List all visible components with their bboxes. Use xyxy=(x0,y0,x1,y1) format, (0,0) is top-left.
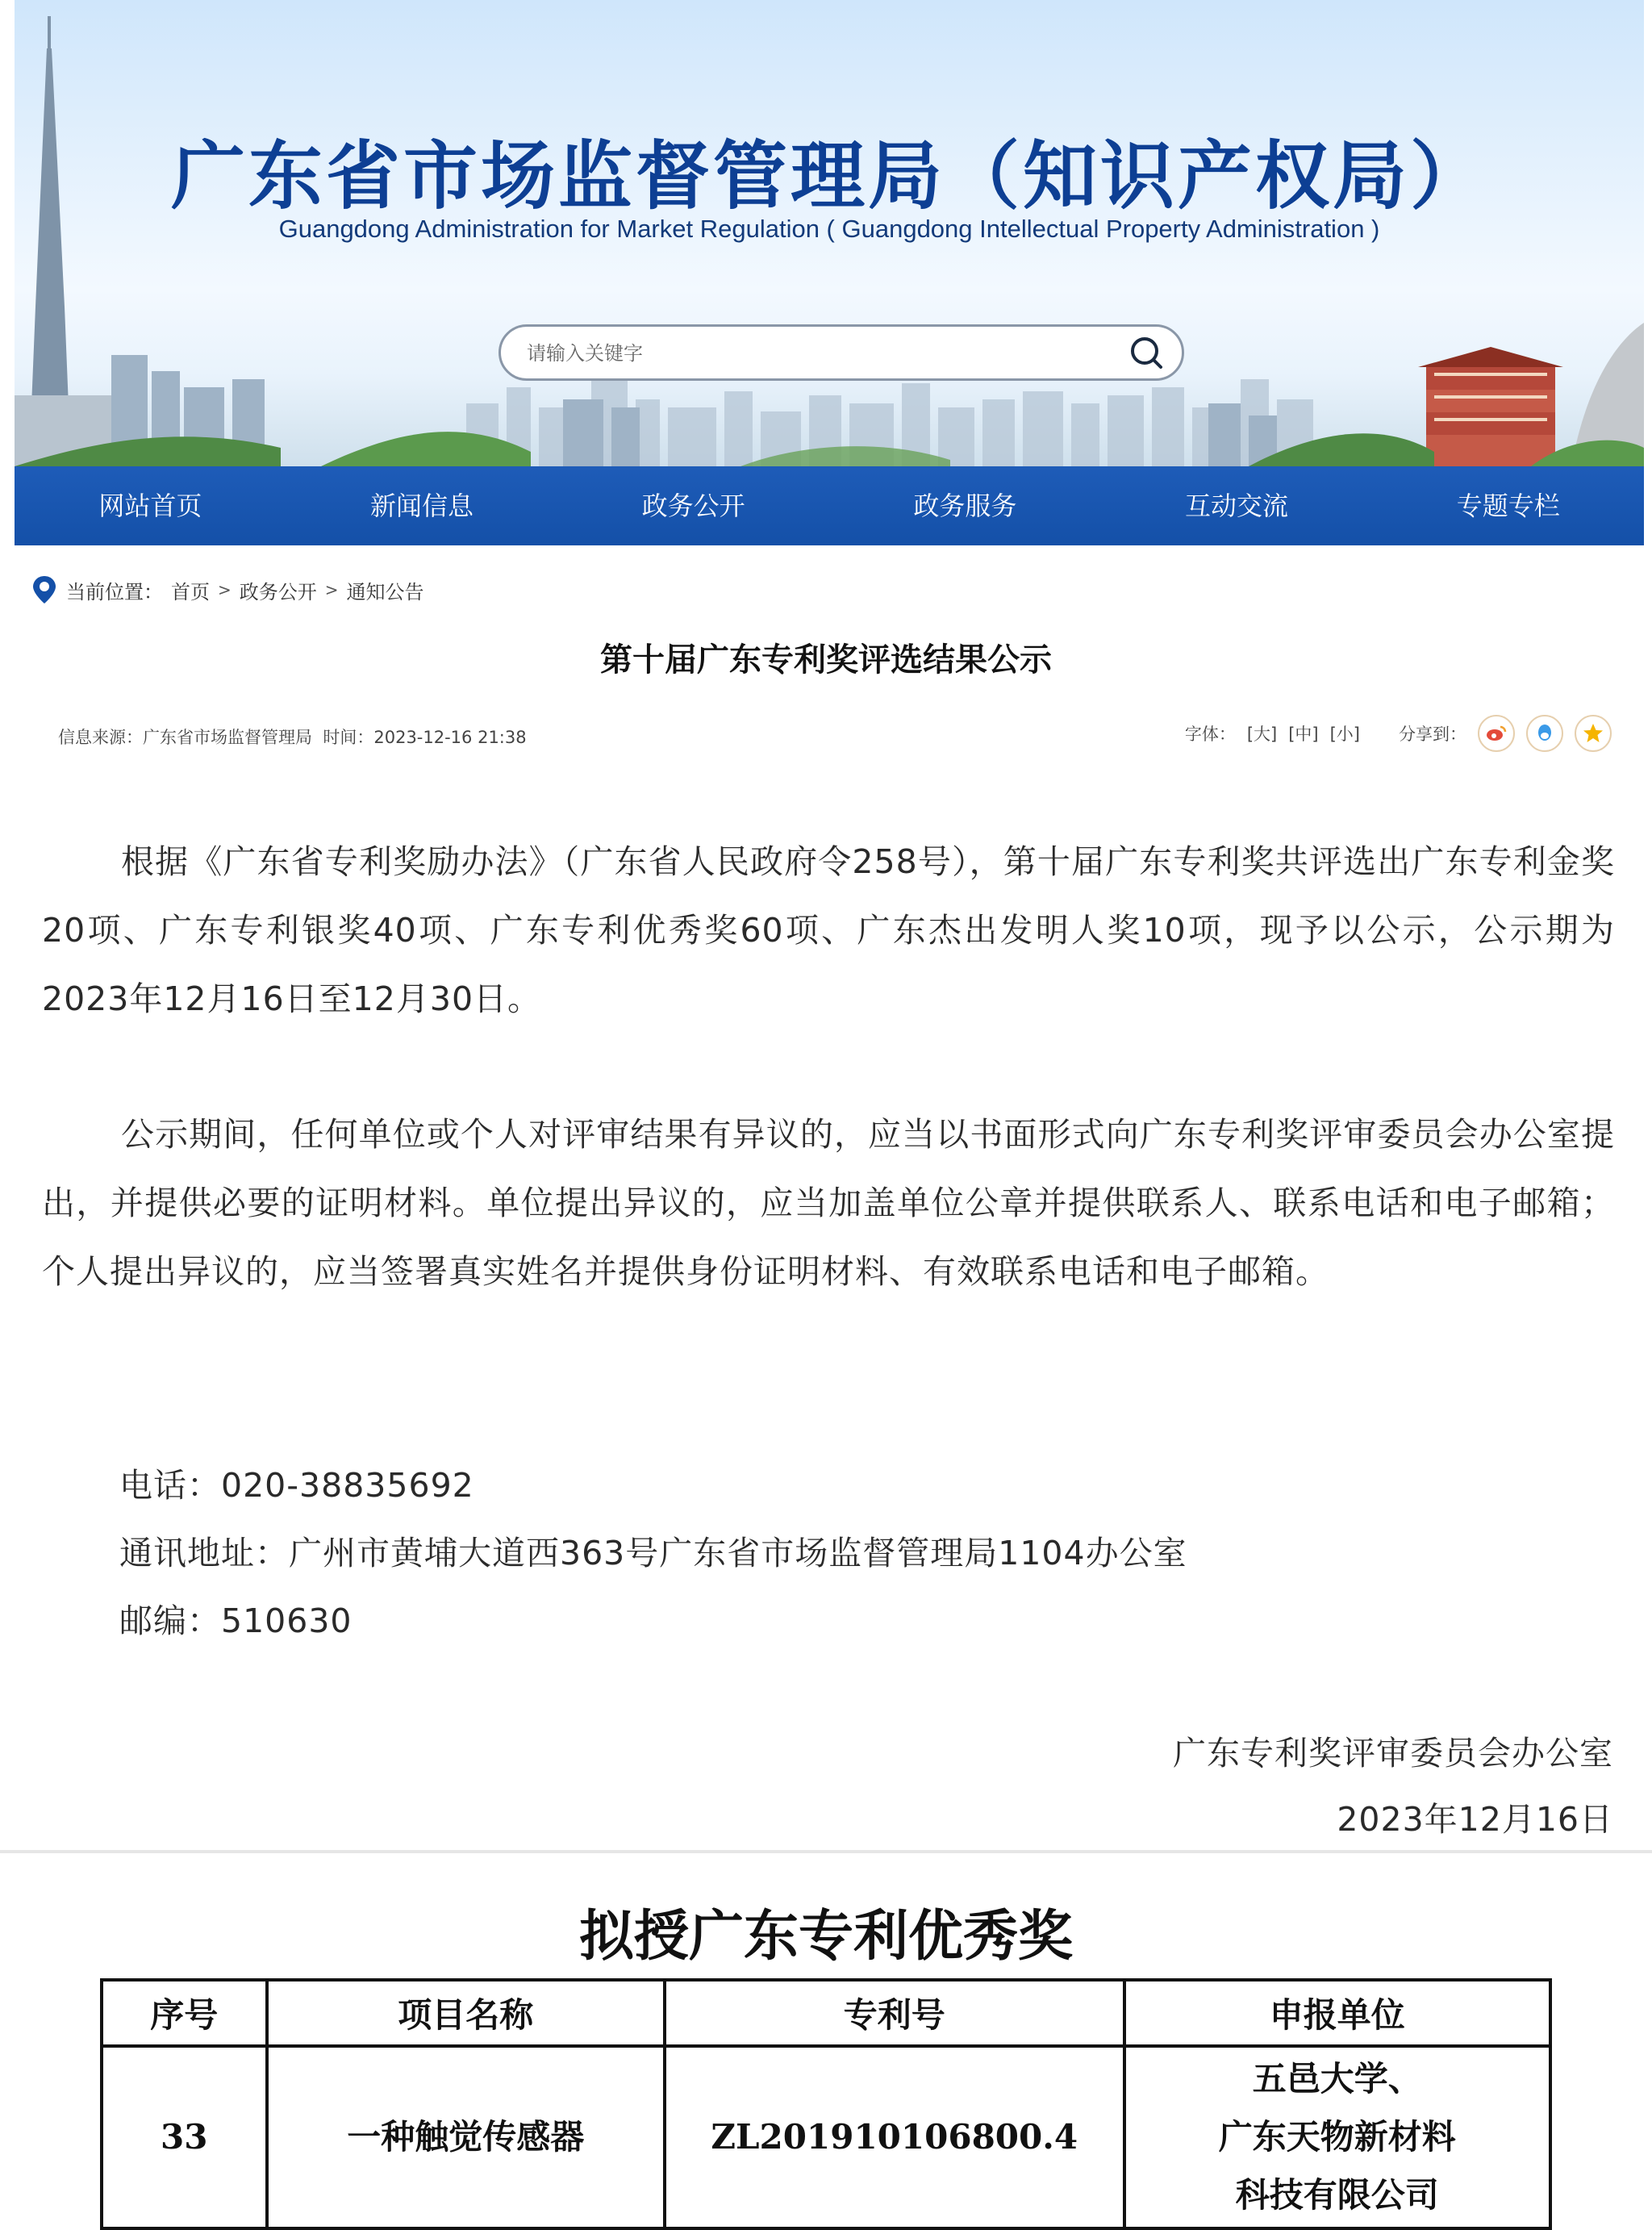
article-tools xyxy=(1185,715,1612,752)
breadcrumb-separator: > xyxy=(324,580,339,599)
breadcrumb-notices[interactable]: 通知公告 xyxy=(346,580,424,603)
breadcrumb xyxy=(31,574,424,605)
article-paragraph: 公示期间，任何单位或个人对评审结果有异议的，应当以书面形式向广东专利奖评审委员会办公室提出，并提供必要的证明材料。单位提出异议的，应当加盖单位公章并提供联系人、联系电话和电子邮箱；个人提出异议的，应当签署真实姓名并提供身份证明材料、有效联系电话和电子邮箱。 xyxy=(42,1115,1615,1291)
breadcrumb-home[interactable]: 首页 xyxy=(171,580,210,603)
cell-patent-no: ZL201910106800.4 xyxy=(665,2046,1124,2228)
location-pin-icon xyxy=(31,574,58,605)
time-label: 时间： xyxy=(323,728,374,747)
search-button[interactable] xyxy=(1127,333,1167,374)
search-icon xyxy=(1127,333,1167,374)
nav-item-home[interactable]: 网站首页 xyxy=(98,491,202,521)
breadcrumb-separator: > xyxy=(218,580,232,599)
award-table xyxy=(100,1978,1552,2230)
table-header-row xyxy=(102,1980,1550,2046)
site-title: 广东省市场监督管理局（知识产权局） xyxy=(170,133,1487,219)
applicant-line: 广东天物新材料 xyxy=(1218,2117,1456,2157)
article-title: 第十届广东专利奖评选结果公示 xyxy=(600,641,1052,679)
cell-no: 33 xyxy=(102,2046,267,2228)
cell-applicant xyxy=(1124,2046,1550,2228)
source-label: 信息来源： xyxy=(58,728,143,747)
contact-phone: 电话：020-38835692 xyxy=(119,1466,474,1505)
nav-item-special-topics[interactable]: 专题专栏 xyxy=(1456,491,1560,521)
nav-item-interaction[interactable]: 互动交流 xyxy=(1185,491,1289,521)
column-header-applicant: 申报单位 xyxy=(1124,1980,1550,2046)
qq-share-icon[interactable] xyxy=(1526,715,1563,752)
search-input[interactable] xyxy=(525,336,1093,370)
table-row xyxy=(102,2046,1550,2228)
article-meta xyxy=(58,725,527,749)
site-subtitle: Guangdong Administration for Market Regulation ( Guangdong Intellectual Property Administration ) xyxy=(278,215,1380,243)
font-size-label: 字体： xyxy=(1184,725,1236,744)
column-header-patent-no: 专利号 xyxy=(665,1980,1124,2046)
cell-project-name: 一种触觉传感器 xyxy=(267,2046,665,2228)
main-nav xyxy=(15,466,1644,545)
time-value: 2023-12-16 21:38 xyxy=(373,728,527,747)
share-label: 分享到： xyxy=(1399,725,1466,744)
applicant-line: 五邑大学、 xyxy=(1252,2059,1422,2098)
award-table-title: 拟授广东专利优秀奖 xyxy=(578,1904,1073,1969)
font-size-large-button[interactable]: [大] xyxy=(1246,725,1278,744)
section-divider xyxy=(0,1850,1652,1853)
breadcrumb-government-affairs[interactable]: 政务公开 xyxy=(239,580,317,603)
contact-address: 通讯地址：广州市黄埔大道西363号广东省市场监督管理局1104办公室 xyxy=(119,1534,1187,1572)
breadcrumb-prefix: 当前位置： xyxy=(66,580,163,603)
signature-org: 广东专利奖评审委员会办公室 xyxy=(1173,1734,1613,1773)
contact-postcode: 邮编：510630 xyxy=(119,1602,353,1640)
column-header-no: 序号 xyxy=(102,1980,267,2046)
nav-item-government-affairs[interactable]: 政务公开 xyxy=(641,491,745,521)
article-paragraph: 根据《广东省专利奖励办法》（广东省人民政府令258号），第十届广东专利奖共评选出广东专利金奖20项、广东专利银奖40项、广东专利优秀奖60项、广东杰出发明人奖10项，现予以公示，公示期为2023年12月16日至12月30日。 xyxy=(42,842,1615,1018)
nav-item-government-services[interactable]: 政务服务 xyxy=(913,491,1017,521)
qzone-share-icon[interactable] xyxy=(1575,715,1612,752)
header-banner xyxy=(15,0,1644,466)
applicant-line: 科技有限公司 xyxy=(1235,2175,1439,2215)
font-size-medium-button[interactable]: [中] xyxy=(1288,725,1319,744)
column-header-project-name: 项目名称 xyxy=(267,1980,665,2046)
signature-date: 2023年12月16日 xyxy=(1337,1800,1613,1839)
nav-item-news[interactable]: 新闻信息 xyxy=(370,491,474,521)
source-value: 广东省市场监督管理局 xyxy=(143,728,312,747)
font-size-small-button[interactable]: [小] xyxy=(1329,725,1360,744)
search-box[interactable] xyxy=(499,324,1184,381)
weibo-share-icon[interactable] xyxy=(1478,715,1515,752)
